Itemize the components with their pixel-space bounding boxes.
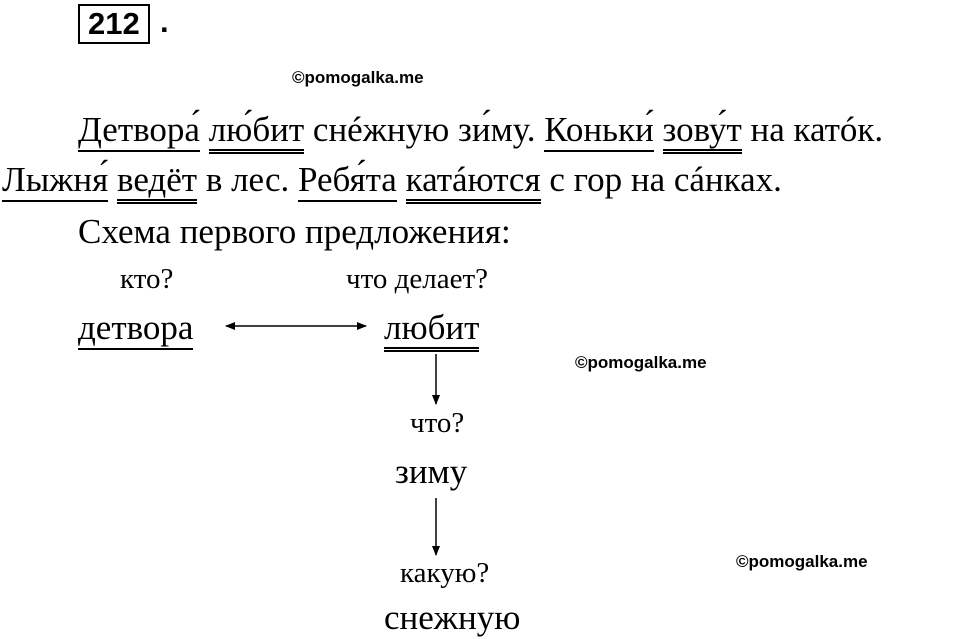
scheme-predicate: любит (384, 308, 479, 348)
question-who: кто? (120, 263, 174, 295)
scheme-attribute: снежную (384, 598, 521, 637)
text-fragment: с гор на сáнках. (540, 160, 782, 199)
subject-word: Ребя́та (298, 160, 397, 202)
text-fragment: на катóк. (741, 110, 884, 149)
subject-word: Лыжня́ (2, 160, 108, 202)
predicate-word: зову́т (663, 110, 742, 154)
predicate-word: лю́бит (209, 110, 304, 154)
subject-word: Коньки́ (544, 110, 654, 152)
subject-word: Детвора́ (78, 110, 200, 152)
text-fragment: в лес. (197, 160, 298, 199)
exercise-number-dot: . (160, 4, 169, 39)
scheme-object: зиму (395, 452, 468, 491)
watermark-bottom: ©pomogalka.me (736, 552, 868, 571)
scheme-title: Схема первого предложения: (78, 212, 511, 251)
exercise-number: 212 (78, 4, 150, 44)
question-what: что? (410, 407, 465, 439)
watermark-middle: ©pomogalka.me (575, 353, 707, 372)
question-which: какую? (400, 557, 490, 589)
predicate-word: ведёт (117, 160, 197, 204)
text-fragment: снéжную зи́му. (304, 110, 545, 149)
watermark-top: ©pomogalka.me (292, 68, 424, 87)
question-what-does: что делает? (346, 263, 489, 295)
predicate-word: катáются (406, 160, 541, 204)
scheme-subject: детвора (78, 308, 193, 348)
